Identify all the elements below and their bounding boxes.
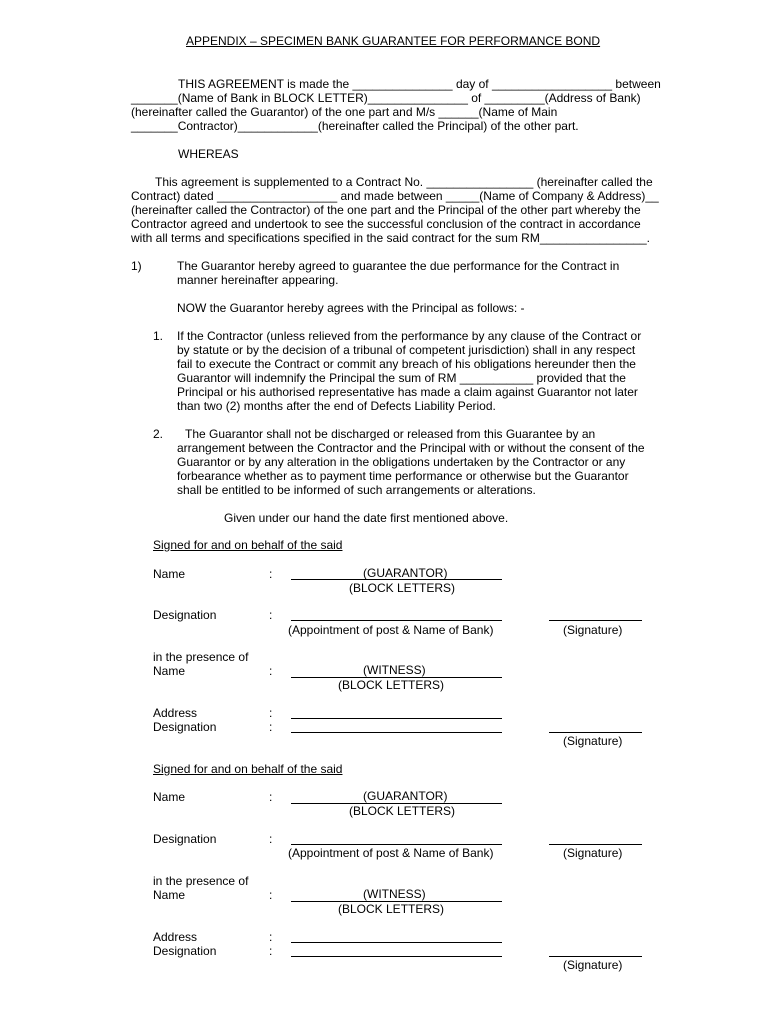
signature-line-2 — [549, 844, 642, 845]
item-2-line-4: forbearance whether as to payment time performance or otherwise but the Guarantor — [177, 469, 629, 483]
signature-label-2: (Signature) — [563, 846, 623, 860]
clause-1-line-1: The Guarantor hereby agreed to guarantee the due performance for the Contract in — [177, 259, 620, 273]
address-line-2 — [291, 942, 502, 943]
block-letters-2: (BLOCK LETTERS) — [349, 804, 456, 818]
intro-line-1: THIS AGREEMENT is made the _______________ day of __________________ between — [178, 77, 661, 91]
witness-name-colon-2: : — [269, 888, 273, 902]
signature-label-1: (Signature) — [563, 623, 623, 637]
block-letters-1: (BLOCK LETTERS) — [349, 581, 456, 595]
item-1-line-1: If the Contractor (unless relieved from the performance by any clause of the Contract or — [177, 329, 642, 343]
signed-heading-2: Signed for and on behalf of the said — [153, 762, 343, 776]
item-1-line-3: fail to execute the Contract or commit any breach of his obligations hereunder then the — [177, 357, 636, 371]
witness-signature-label-1: (Signature) — [563, 734, 623, 748]
signature-line-1 — [549, 620, 642, 621]
item-1-line-2: by statute or by the decision of a tribunal of competent jurisdiction) shall in any respect — [177, 343, 636, 357]
witness-signature-label-2: (Signature) — [563, 958, 623, 972]
intro-line-3: (hereinafter called the Guarantor) of the one part and M/s ______(Name of Main — [131, 105, 558, 119]
address-colon-2: : — [269, 930, 273, 944]
designation-label-2: Designation — [153, 832, 217, 846]
clause-1-line-2: manner hereinafter appearing. — [177, 273, 339, 287]
witness-label-2: (WITNESS) — [363, 887, 426, 901]
designation-line-2 — [291, 844, 502, 845]
presence-label-2: in the presence of — [153, 874, 249, 888]
appointment-label-1: (Appointment of post & Name of Bank) — [288, 623, 494, 637]
designation-colon-1: : — [269, 608, 273, 622]
item-1-line-5: Principal or his authorised representative has made a claim against Guarantor not later — [177, 385, 638, 399]
given-statement: Given under our hand the date first mentioned above. — [224, 511, 509, 525]
whereas-heading: WHEREAS — [178, 147, 239, 161]
agreement-line-1: This agreement is supplemented to a Contract No. ________________ (hereinafter called the — [155, 175, 653, 189]
item-2-line-5: shall be entitled to be informed of such arrangements or alterations. — [177, 483, 536, 497]
agreement-line-4: Contractor agreed and undertook to see the successful conclusion of the contract in accordance — [131, 217, 641, 231]
name-colon-2: : — [269, 790, 273, 804]
designation-line-1 — [291, 620, 502, 621]
clause-1-now: NOW the Guarantor hereby agrees with the Principal as follows: - — [177, 301, 525, 315]
item-2-line-2: arrangement between the Contractor and the Principal with or without the consent of the — [177, 441, 645, 455]
witness-name-label-2: Name — [153, 888, 186, 902]
witness-label-1: (WITNESS) — [363, 663, 426, 677]
appointment-label-2: (Appointment of post & Name of Bank) — [288, 846, 494, 860]
guarantor-label-2: (GUARANTOR) — [363, 789, 448, 803]
witness-designation-label-2: Designation — [153, 944, 217, 958]
item-2-line-3: Guarantor or by any alteration in the obligations undertaken by the Contractor or any — [177, 455, 626, 469]
item-2-number: 2. — [153, 427, 164, 441]
address-colon-1: : — [269, 706, 273, 720]
witness-block-letters-2: (BLOCK LETTERS) — [338, 902, 445, 916]
name-label-2: Name — [153, 790, 186, 804]
intro-line-4: _______Contractor)____________(hereinafter called the Principal) of the other part. — [131, 119, 579, 133]
signed-heading-1: Signed for and on behalf of the said — [153, 538, 343, 552]
guarantor-label-1: (GUARANTOR) — [363, 566, 448, 580]
agreement-line-5: with all terms and specifications specified in the said contract for the sum RM________________. — [131, 231, 650, 245]
address-label-2: Address — [153, 930, 198, 944]
witness-name-colon-1: : — [269, 664, 273, 678]
clause-1-number: 1) — [131, 259, 142, 273]
item-1-number: 1. — [153, 329, 164, 343]
item-1-line-4: Guarantor will indemnify the Principal the sum of RM ___________ provided that the — [177, 371, 626, 385]
witness-name-label-1: Name — [153, 664, 186, 678]
designation-colon-2: : — [269, 832, 273, 846]
address-line-1 — [291, 718, 502, 719]
name-label-1: Name — [153, 567, 186, 581]
item-1-line-6: than two (2) months after the end of Defects Liability Period. — [177, 399, 496, 413]
intro-line-2: _______(Name of Bank in BLOCK LETTER)_______________ of _________(Address of Bank) — [131, 91, 641, 105]
witness-signature-line-2 — [549, 956, 642, 957]
designation-label-1: Designation — [153, 608, 217, 622]
name-colon-1: : — [269, 567, 273, 581]
witness-designation-colon-2: : — [269, 944, 273, 958]
item-2-line-1: The Guarantor shall not be discharged or released from this Guarantee by an — [185, 427, 596, 441]
agreement-line-3: (hereinafter called the Contractor) of the one part and the Principal of the other part whereby the — [131, 203, 641, 217]
witness-designation-label-1: Designation — [153, 720, 217, 734]
witness-designation-colon-1: : — [269, 720, 273, 734]
agreement-line-2: Contract) dated __________________ and made between _____(Name of Company & Address)__ — [131, 189, 659, 203]
witness-designation-line-1 — [291, 732, 502, 733]
witness-designation-line-2 — [291, 956, 502, 957]
presence-label-1: in the presence of — [153, 650, 249, 664]
witness-block-letters-1: (BLOCK LETTERS) — [338, 678, 445, 692]
witness-signature-line-1 — [549, 732, 642, 733]
address-label-1: Address — [153, 706, 198, 720]
document-title: APPENDIX – SPECIMEN BANK GUARANTEE FOR PERFORMANCE BOND — [186, 34, 601, 48]
